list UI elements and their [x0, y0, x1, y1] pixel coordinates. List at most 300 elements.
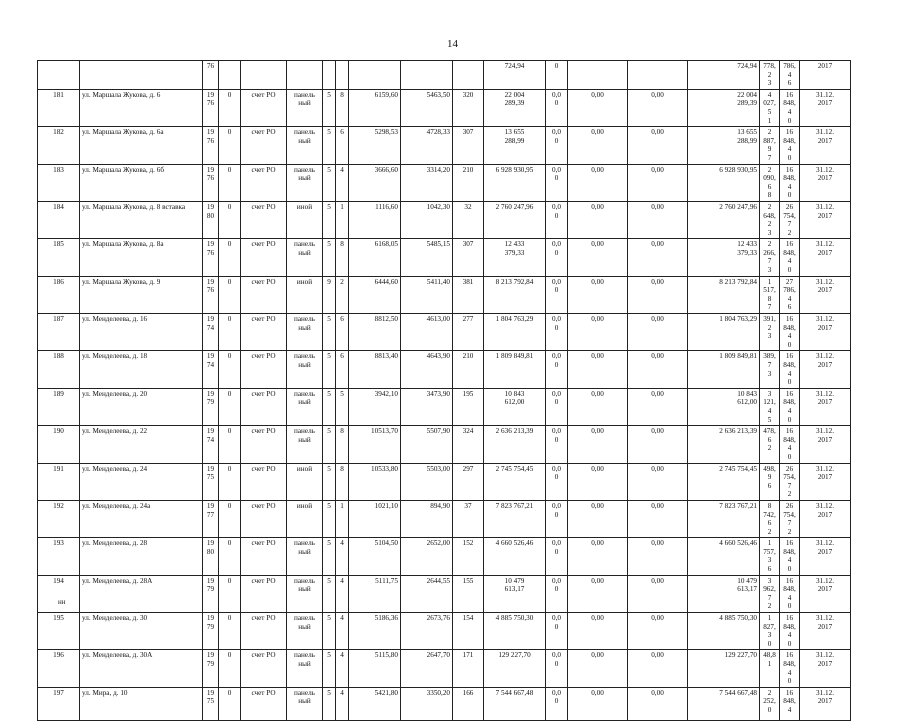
- cell-c15: 0,00: [628, 127, 688, 164]
- cell-c19: 31.12. 2017: [800, 164, 851, 201]
- cell-c16: 10 843 612,00: [688, 388, 760, 425]
- table-row: [38, 426, 851, 463]
- cell-entrances: 8: [336, 426, 349, 463]
- cell-address: [80, 61, 203, 90]
- cell-entrances: 4: [336, 613, 349, 650]
- cell-c13: 0,0 0: [546, 538, 568, 575]
- cell-entrances: 4: [336, 164, 349, 201]
- cell-area-total: 5104,50: [349, 538, 401, 575]
- cell-fund: счет РО: [241, 164, 287, 201]
- cell-c13: 0,0 0: [546, 351, 568, 388]
- cell-cost: 22 004 289,39: [484, 89, 546, 126]
- footer-mark: нн: [58, 598, 66, 606]
- cell-area-living: 5411,40: [401, 276, 453, 313]
- cell-c13: 0,0 0: [546, 388, 568, 425]
- cell-address: ул. Маршала Жукова, д. 8а: [80, 239, 203, 276]
- cell-material: панель ный: [287, 650, 323, 687]
- cell-c18: 16 848,4 0: [780, 314, 800, 351]
- cell-c16: 8 213 792,84: [688, 276, 760, 313]
- cell-c4: 0: [219, 314, 241, 351]
- cell-material: иной: [287, 463, 323, 500]
- cell-cost: 2 745 754,45: [484, 463, 546, 500]
- cell-entrances: 8: [336, 89, 349, 126]
- cell-cost: 2 636 213,39: [484, 426, 546, 463]
- cell-c17: 2 648,2 3: [760, 201, 780, 238]
- cell-address: ул. Маршала Жукова, д. 6а: [80, 127, 203, 164]
- cell-entrances: 2: [336, 276, 349, 313]
- cell-area-living: 2652,00: [401, 538, 453, 575]
- cell-c17: 48,81: [760, 650, 780, 687]
- cell-residents: 166: [453, 687, 484, 721]
- cell-area-living: 1042,30: [401, 201, 453, 238]
- cell-address: ул. Маршала Жукова, д. 6б: [80, 164, 203, 201]
- cell-c15: 0,00: [628, 314, 688, 351]
- cell-material: иной: [287, 500, 323, 537]
- cell-c18: 16 848,4 0: [780, 426, 800, 463]
- cell-material: панель ный: [287, 538, 323, 575]
- cell-area-total: 8813,40: [349, 351, 401, 388]
- cell-c16: 4 885 750,30: [688, 613, 760, 650]
- cell-c18: 16 848,4 0: [780, 388, 800, 425]
- cell-residents: 37: [453, 500, 484, 537]
- cell-residents: 324: [453, 426, 484, 463]
- cell-material: панель ный: [287, 351, 323, 388]
- cell-material: панель ный: [287, 687, 323, 721]
- cell-address: ул. Менделеева, д. 24а: [80, 500, 203, 537]
- cell-c14: 0,00: [568, 500, 628, 537]
- cell-fund: счет РО: [241, 127, 287, 164]
- cell-address: ул. Менделеева, д. 20: [80, 388, 203, 425]
- cell-num: 195: [38, 613, 80, 650]
- cell-c16: 2 760 247,96: [688, 201, 760, 238]
- cell-fund: счет РО: [241, 314, 287, 351]
- cell-material: панель ный: [287, 89, 323, 126]
- cell-c16: 12 433 379,33: [688, 239, 760, 276]
- cell-c17: 391,2 3: [760, 314, 780, 351]
- cell-fund: счет РО: [241, 500, 287, 537]
- table-row: [38, 276, 851, 313]
- cell-fund: счет РО: [241, 388, 287, 425]
- cell-c15: 0,00: [628, 650, 688, 687]
- cell-c16: 129 227,70: [688, 650, 760, 687]
- cell-cost: 2 760 247,96: [484, 201, 546, 238]
- cell-floors: 9: [323, 276, 336, 313]
- cell-entrances: 8: [336, 239, 349, 276]
- cell-c13: 0,0 0: [546, 127, 568, 164]
- cell-year: 19 80: [203, 201, 219, 238]
- cell-c4: 0: [219, 426, 241, 463]
- cell-num: 185: [38, 239, 80, 276]
- cell-entrances: 4: [336, 538, 349, 575]
- cell-residents: 155: [453, 575, 484, 612]
- cell-area-living: 2644,55: [401, 575, 453, 612]
- cell-residents: 320: [453, 89, 484, 126]
- cell-cost: 4 885 750,30: [484, 613, 546, 650]
- cell-c4: 0: [219, 650, 241, 687]
- cell-year: 19 79: [203, 388, 219, 425]
- cell-material: иной: [287, 201, 323, 238]
- cell-area-total: 1021,10: [349, 500, 401, 537]
- cell-c19: 31.12. 2017: [800, 687, 851, 721]
- cell-year: 19 76: [203, 276, 219, 313]
- cell-c17: 478,6 2: [760, 426, 780, 463]
- cell-num: 191: [38, 463, 80, 500]
- cell-c14: 0,00: [568, 575, 628, 612]
- cell-c14: 0,00: [568, 351, 628, 388]
- cell-year: 19 76: [203, 164, 219, 201]
- cell-area-living: 2673,76: [401, 613, 453, 650]
- cell-address: ул. Менделеева, д. 22: [80, 426, 203, 463]
- cell-c13: 0,0 0: [546, 575, 568, 612]
- cell-address: ул. Менделеева, д. 24: [80, 463, 203, 500]
- cell-floors: 5: [323, 613, 336, 650]
- cell-c4: 0: [219, 538, 241, 575]
- cell-c17: 3 962,7 2: [760, 575, 780, 612]
- cell-c16: 6 928 930,95: [688, 164, 760, 201]
- cell-c17: 778,2 3: [760, 61, 780, 90]
- cell-entrances: 1: [336, 201, 349, 238]
- cell-c4: 0: [219, 239, 241, 276]
- cell-c15: 0,00: [628, 351, 688, 388]
- table-row: [38, 575, 851, 612]
- cell-c16: 10 479 613,17: [688, 575, 760, 612]
- cell-year: 19 76: [203, 239, 219, 276]
- cell-floors: 5: [323, 500, 336, 537]
- cell-area-total: [349, 61, 401, 90]
- cell-material: панель ный: [287, 575, 323, 612]
- cell-num: 182: [38, 127, 80, 164]
- cell-num: 188: [38, 351, 80, 388]
- cell-floors: 5: [323, 463, 336, 500]
- cell-c17: 2 887,9 7: [760, 127, 780, 164]
- cell-material: панель ный: [287, 314, 323, 351]
- cell-num: 189: [38, 388, 80, 425]
- cell-area-total: 5421,80: [349, 687, 401, 721]
- cell-c18: 786,4 6: [780, 61, 800, 90]
- cell-c14: 0,00: [568, 687, 628, 721]
- cell-floors: 5: [323, 239, 336, 276]
- cell-c4: 0: [219, 89, 241, 126]
- cell-num: 193: [38, 538, 80, 575]
- cell-c13: 0,0 0: [546, 239, 568, 276]
- cell-entrances: 6: [336, 127, 349, 164]
- cell-c18: 26 754,7 2: [780, 500, 800, 537]
- cell-year: 19 79: [203, 613, 219, 650]
- cell-c14: 0,00: [568, 89, 628, 126]
- cell-address: ул. Мира, д. 10: [80, 687, 203, 721]
- cell-num: 192: [38, 500, 80, 537]
- cell-entrances: 5: [336, 388, 349, 425]
- cell-c15: 0,00: [628, 500, 688, 537]
- cell-c18: 16 848,4 0: [780, 650, 800, 687]
- cell-c18: 16 848,4 0: [780, 127, 800, 164]
- cell-year: 19 76: [203, 89, 219, 126]
- cell-floors: 5: [323, 388, 336, 425]
- cell-c15: 0,00: [628, 613, 688, 650]
- cell-cost: 1 804 763,29: [484, 314, 546, 351]
- cell-fund: счет РО: [241, 575, 287, 612]
- cell-year: 19 75: [203, 687, 219, 721]
- cell-c18: 16 848,4 0: [780, 89, 800, 126]
- cell-year: 19 80: [203, 538, 219, 575]
- cell-c13: 0,0 0: [546, 201, 568, 238]
- cell-c14: 0,00: [568, 164, 628, 201]
- cell-c15: 0,00: [628, 426, 688, 463]
- cell-area-living: 4643,90: [401, 351, 453, 388]
- cell-c15: 0,00: [628, 538, 688, 575]
- cell-c15: 0,00: [628, 164, 688, 201]
- cell-c4: 0: [219, 276, 241, 313]
- cell-c18: 16 848,4 0: [780, 538, 800, 575]
- cell-c19: 31.12. 2017: [800, 89, 851, 126]
- cell-c4: 0: [219, 463, 241, 500]
- cell-c15: [628, 61, 688, 90]
- cell-area-living: 3314,20: [401, 164, 453, 201]
- cell-fund: счет РО: [241, 276, 287, 313]
- cell-residents: 277: [453, 314, 484, 351]
- cell-year: 19 79: [203, 575, 219, 612]
- cell-c18: 16 848,4 0: [780, 613, 800, 650]
- cell-c19: 31.12. 2017: [800, 500, 851, 537]
- cell-fund: счет РО: [241, 239, 287, 276]
- table-row: [38, 388, 851, 425]
- cell-c16: 2 745 754,45: [688, 463, 760, 500]
- cell-c16: 22 004 289,39: [688, 89, 760, 126]
- cell-area-living: 2647,70: [401, 650, 453, 687]
- cell-floors: 5: [323, 351, 336, 388]
- cell-c4: 0: [219, 351, 241, 388]
- cell-fund: счет РО: [241, 538, 287, 575]
- cell-c17: 1 757,3 6: [760, 538, 780, 575]
- cell-c18: 26 754,7 2: [780, 201, 800, 238]
- cell-c18: 16 848,4 0: [780, 164, 800, 201]
- cell-c19: 31.12. 2017: [800, 314, 851, 351]
- cell-c14: 0,00: [568, 314, 628, 351]
- table-row: [38, 687, 851, 721]
- cell-c13: 0,0 0: [546, 613, 568, 650]
- cell-num: 196: [38, 650, 80, 687]
- cell-cost: 7 823 767,21: [484, 500, 546, 537]
- cell-address: ул. Менделеева, д. 16: [80, 314, 203, 351]
- cell-year: 19 74: [203, 426, 219, 463]
- table-row: [38, 351, 851, 388]
- cell-residents: [453, 61, 484, 90]
- cell-c19: 31.12. 2017: [800, 276, 851, 313]
- table-row: [38, 239, 851, 276]
- cell-area-total: 5186,36: [349, 613, 401, 650]
- table-row: [38, 127, 851, 164]
- cell-area-total: 3666,60: [349, 164, 401, 201]
- cell-residents: 210: [453, 164, 484, 201]
- cell-fund: счет РО: [241, 650, 287, 687]
- cell-residents: 195: [453, 388, 484, 425]
- cell-c4: 0: [219, 127, 241, 164]
- cell-c13: 0,0 0: [546, 314, 568, 351]
- cell-c14: 0,00: [568, 239, 628, 276]
- table-row: [38, 164, 851, 201]
- cell-c17: 498,9 6: [760, 463, 780, 500]
- cell-c18: 27 786,4 6: [780, 276, 800, 313]
- table-row: [38, 613, 851, 650]
- cell-residents: 171: [453, 650, 484, 687]
- cell-floors: 5: [323, 201, 336, 238]
- cell-c17: 3 121,4 5: [760, 388, 780, 425]
- cell-area-total: 6168,05: [349, 239, 401, 276]
- cell-fund: счет РО: [241, 351, 287, 388]
- cell-address: ул. Менделеева, д. 30: [80, 613, 203, 650]
- table-row: [38, 463, 851, 500]
- cell-area-total: 5115,80: [349, 650, 401, 687]
- cell-floors: 5: [323, 89, 336, 126]
- cell-c17: 2 266,7 3: [760, 239, 780, 276]
- cell-cost: 724,94: [484, 61, 546, 90]
- cell-c4: 0: [219, 687, 241, 721]
- cell-c4: 0: [219, 575, 241, 612]
- cell-year: 76: [203, 61, 219, 90]
- cell-area-total: 5111,75: [349, 575, 401, 612]
- cell-c4: 0: [219, 201, 241, 238]
- housing-register-table: [37, 60, 851, 721]
- cell-entrances: 1: [336, 500, 349, 537]
- cell-material: панель ный: [287, 426, 323, 463]
- page-number: 14: [447, 38, 458, 50]
- cell-cost: 12 433 379,33: [484, 239, 546, 276]
- cell-c13: 0,0 0: [546, 89, 568, 126]
- cell-material: панель ный: [287, 164, 323, 201]
- cell-c16: 7 544 667,48: [688, 687, 760, 721]
- cell-fund: счет РО: [241, 687, 287, 721]
- cell-residents: 32: [453, 201, 484, 238]
- cell-c4: 0: [219, 613, 241, 650]
- cell-c19: 31.12. 2017: [800, 239, 851, 276]
- cell-material: панель ный: [287, 388, 323, 425]
- cell-c13: 0,0 0: [546, 426, 568, 463]
- cell-material: [287, 61, 323, 90]
- cell-c19: 31.12. 2017: [800, 575, 851, 612]
- cell-num: 183: [38, 164, 80, 201]
- cell-fund: [241, 61, 287, 90]
- cell-cost: 8 213 792,84: [484, 276, 546, 313]
- cell-cost: 13 655 288,99: [484, 127, 546, 164]
- table-row: [38, 61, 851, 90]
- cell-c13: 0: [546, 61, 568, 90]
- cell-c15: 0,00: [628, 239, 688, 276]
- cell-floors: 5: [323, 575, 336, 612]
- cell-year: 19 74: [203, 314, 219, 351]
- cell-area-total: 5298,53: [349, 127, 401, 164]
- cell-material: панель ный: [287, 239, 323, 276]
- cell-c19: 31.12. 2017: [800, 463, 851, 500]
- cell-cost: 10 843 612,00: [484, 388, 546, 425]
- cell-num: 190: [38, 426, 80, 463]
- cell-c15: 0,00: [628, 276, 688, 313]
- cell-num: [38, 61, 80, 90]
- cell-fund: счет РО: [241, 463, 287, 500]
- cell-floors: 5: [323, 687, 336, 721]
- cell-entrances: 6: [336, 314, 349, 351]
- cell-entrances: 6: [336, 351, 349, 388]
- cell-c18: 16 848,4: [780, 687, 800, 721]
- cell-cost: 129 227,70: [484, 650, 546, 687]
- cell-c15: 0,00: [628, 89, 688, 126]
- cell-c17: 4 027,5 1: [760, 89, 780, 126]
- cell-c16: 13 655 288,99: [688, 127, 760, 164]
- cell-fund: счет РО: [241, 89, 287, 126]
- cell-c14: 0,00: [568, 650, 628, 687]
- cell-area-total: 8812,50: [349, 314, 401, 351]
- cell-floors: 5: [323, 127, 336, 164]
- cell-area-living: 3350,20: [401, 687, 453, 721]
- cell-c19: 31.12. 2017: [800, 351, 851, 388]
- cell-c14: 0,00: [568, 463, 628, 500]
- cell-c14: [568, 61, 628, 90]
- cell-material: иной: [287, 276, 323, 313]
- cell-num: 184: [38, 201, 80, 238]
- cell-c13: 0,0 0: [546, 500, 568, 537]
- cell-c4: [219, 61, 241, 90]
- cell-cost: 10 479 613,17: [484, 575, 546, 612]
- cell-cost: 7 544 667,48: [484, 687, 546, 721]
- cell-floors: 5: [323, 426, 336, 463]
- cell-area-total: 6444,60: [349, 276, 401, 313]
- cell-num: 194: [38, 575, 80, 612]
- cell-c14: 0,00: [568, 201, 628, 238]
- cell-c17: 2 090,6 8: [760, 164, 780, 201]
- cell-year: 19 74: [203, 351, 219, 388]
- cell-year: 19 75: [203, 463, 219, 500]
- table-row: [38, 500, 851, 537]
- cell-c4: 0: [219, 164, 241, 201]
- cell-cost: 1 809 849,81: [484, 351, 546, 388]
- table-row: [38, 650, 851, 687]
- cell-c18: 16 848,4 0: [780, 239, 800, 276]
- cell-num: 181: [38, 89, 80, 126]
- cell-residents: 307: [453, 127, 484, 164]
- cell-area-living: 4728,33: [401, 127, 453, 164]
- cell-c13: 0,0 0: [546, 463, 568, 500]
- cell-c19: 31.12. 2017: [800, 127, 851, 164]
- cell-address: ул. Маршала Жукова, д. 8 вставка: [80, 201, 203, 238]
- table-row: [38, 89, 851, 126]
- cell-residents: 307: [453, 239, 484, 276]
- cell-address: ул. Менделеева, д. 28: [80, 538, 203, 575]
- cell-c19: 31.12. 2017: [800, 650, 851, 687]
- cell-address: ул. Менделеева, д. 28А: [80, 575, 203, 612]
- cell-c17: 389,7 3: [760, 351, 780, 388]
- cell-c13: 0,0 0: [546, 650, 568, 687]
- cell-address: ул. Маршала Жукова, д. 6: [80, 89, 203, 126]
- cell-c15: 0,00: [628, 687, 688, 721]
- cell-area-total: 10533,80: [349, 463, 401, 500]
- cell-c16: 2 636 213,39: [688, 426, 760, 463]
- cell-floors: 5: [323, 164, 336, 201]
- cell-num: 197: [38, 687, 80, 721]
- cell-c17: 2 252,0: [760, 687, 780, 721]
- cell-year: 19 76: [203, 127, 219, 164]
- cell-entrances: 4: [336, 575, 349, 612]
- table-row: [38, 201, 851, 238]
- cell-c13: 0,0 0: [546, 164, 568, 201]
- cell-fund: счет РО: [241, 613, 287, 650]
- cell-cost: 6 928 930,95: [484, 164, 546, 201]
- table-row: [38, 538, 851, 575]
- cell-c14: 0,00: [568, 613, 628, 650]
- cell-c13: 0,0 0: [546, 687, 568, 721]
- cell-fund: счет РО: [241, 426, 287, 463]
- cell-c16: 4 660 526,46: [688, 538, 760, 575]
- cell-fund: счет РО: [241, 201, 287, 238]
- cell-c15: 0,00: [628, 388, 688, 425]
